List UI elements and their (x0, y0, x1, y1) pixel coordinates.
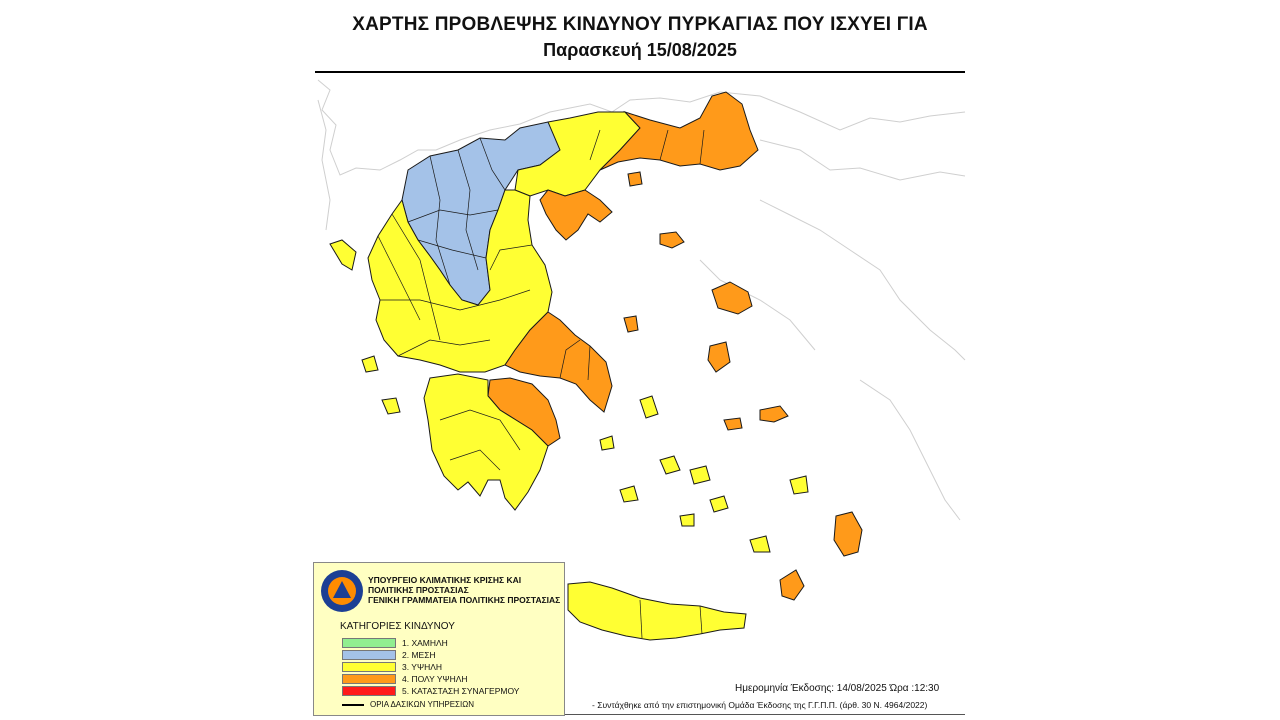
legend-label-very-high: 4. ΠΟΛΥ ΥΨΗΛΗ (402, 674, 468, 684)
footer-note: - Συντάχθηκε από την επιστημονική Ομάδα Έκδοσης της Γ.Γ.Π.Π. (άρθ. 30 Ν. 4964/2022) (592, 700, 928, 710)
footer-divider (565, 714, 965, 715)
ministry-line-2: ΠΟΛΙΤΙΚΗΣ ΠΡΟΣΤΑΣΙΑΣ (368, 585, 469, 595)
legend-item-alarm (342, 686, 519, 696)
legend-swatch-very-high (342, 674, 396, 684)
legend-item-very-high (342, 674, 468, 684)
legend-panel (313, 562, 565, 716)
legend-label-low: 1. ΧΑΜΗΛΗ (402, 638, 448, 648)
region-high-corfu (330, 240, 356, 270)
ministry-line-3: ΓΕΝΙΚΗ ΓΡΑΜΜΑΤΕΙΑ ΠΟΛΙΤΙΚΗΣ ΠΡΟΣΤΑΣΙΑΣ (368, 595, 561, 605)
region-high-crete (568, 582, 746, 640)
islands-very-high (624, 172, 862, 600)
legend-swatch-alarm (342, 686, 396, 696)
boundary-label: ΟΡΙΑ ΔΑΣΙΚΩΝ ΥΠΗΡΕΣΙΩΝ (370, 700, 474, 709)
legend-boundary (342, 700, 474, 709)
legend-label-medium: 2. ΜΕΣΗ (402, 650, 436, 660)
legend-swatch-low (342, 638, 396, 648)
legend-label-alarm: 5. ΚΑΤΑΣΤΑΣΗ ΣΥΝΑΓΕΡΜΟΥ (402, 686, 520, 696)
legend-title: ΚΑΤΗΓΟΡΙΕΣ ΚΙΝΔΥΝΟΥ (340, 621, 455, 632)
issue-date: Ημερομηνία Έκδοσης: 14/08/2025 Ώρα :12:30 (735, 683, 940, 694)
civil-protection-logo-icon (320, 569, 364, 613)
boundary-line-icon (342, 704, 364, 706)
region-very-high-chalkidiki (540, 190, 612, 240)
ministry-line-1: ΥΠΟΥΡΓΕΙΟ ΚΛΙΜΑΤΙΚΗΣ ΚΡΙΣΗΣ ΚΑΙ (368, 575, 522, 585)
legend-item-medium (342, 650, 436, 660)
legend-swatch-high (342, 662, 396, 672)
legend-label-high: 3. ΥΨΗΛΗ (402, 662, 443, 672)
legend-item-high (342, 662, 442, 672)
ministry-name (368, 575, 564, 605)
legend-swatch-medium (342, 650, 396, 660)
map-date: Παρασκευή 15/08/2025 (543, 40, 737, 60)
legend-item-low (342, 638, 448, 648)
map-title: ΧΑΡΤΗΣ ΠΡΟΒΛΕΨΗΣ ΚΙΝΔΥΝΟΥ ΠΥΡΚΑΓΙΑΣ ΠΟΥ ΙΣΧΥΕΙ ΓΙΑ (352, 14, 928, 35)
